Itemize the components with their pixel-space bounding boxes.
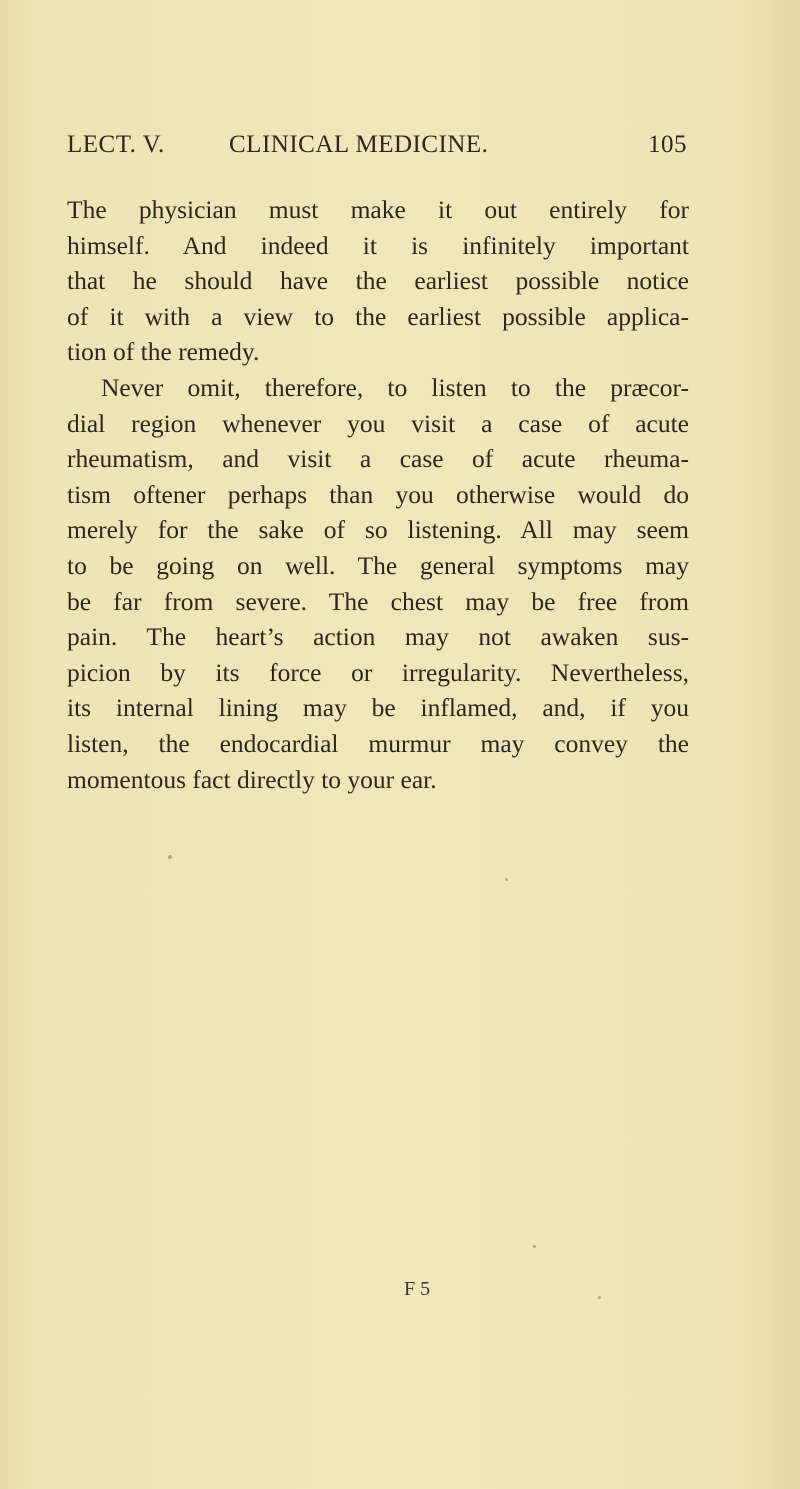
running-title: CLINICAL MEDICINE. xyxy=(229,131,489,158)
signature-mark: F 5 xyxy=(404,1278,431,1300)
text-line: himself. And indeed it is infinitely important xyxy=(67,230,689,260)
text-line: picion by its force or irregularity. Nevertheless, xyxy=(67,657,689,687)
text-line: merely for the sake of so listening. All may seem xyxy=(67,515,689,545)
body-text xyxy=(67,192,689,797)
text-line: pain. The heart’s action may not awaken sus- xyxy=(67,622,689,652)
text-line: dial region whenever you visit a case of acute xyxy=(67,408,689,438)
page-number: 105 xyxy=(648,131,687,158)
paper-speck xyxy=(168,855,172,859)
text-line: The physician must make it out entirely for xyxy=(67,195,689,224)
text-line: be far from severe. The chest may be free from xyxy=(67,586,689,616)
text-line: to be going on well. The general symptoms may xyxy=(67,550,689,580)
text-line: tion of the remedy. xyxy=(67,337,260,367)
text-line: listen, the endocardial murmur may convey the xyxy=(67,728,689,758)
text-line: that he should have the earliest possible notice xyxy=(67,266,689,296)
text-line: tism oftener perhaps than you otherwise would do xyxy=(67,479,689,509)
text-line: momentous fact directly to your ear. xyxy=(67,764,437,794)
paper-speck xyxy=(505,878,508,881)
paper-speck xyxy=(598,1296,601,1299)
text-line: Never omit, therefore, to listen to the præcor- xyxy=(101,372,689,402)
text-line: its internal lining may be inflamed, and, if you xyxy=(67,693,689,723)
text-line: of it with a view to the earliest possible applica- xyxy=(67,301,689,331)
paper-speck xyxy=(533,1245,536,1248)
lecture-number: LECT. V. xyxy=(67,131,165,158)
text-line: rheumatism, and visit a case of acute rheuma- xyxy=(67,444,689,474)
running-head xyxy=(67,131,687,165)
